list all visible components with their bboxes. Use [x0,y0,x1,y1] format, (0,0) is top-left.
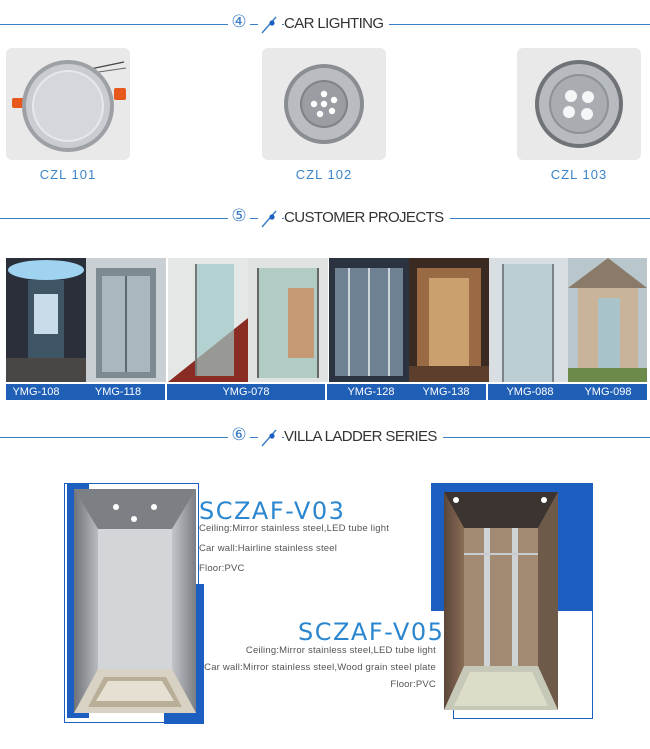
slash-dot-icon [258,207,282,231]
section-title: CAR LIGHTING [284,14,389,34]
section-title: VILLA LADDER SERIES [284,427,443,447]
project-label: YMG-138 [422,386,470,398]
light-image-czl103 [517,48,641,160]
project-label: YMG-078 [222,386,270,398]
slash-dot-icon [258,426,282,450]
light-image-czl102 [262,48,386,160]
section-number: ⑥ [228,424,250,446]
section-title: CUSTOMER PROJECTS [284,208,450,228]
project-label: YMG-098 [584,386,632,398]
section-number: ④ [228,11,250,33]
cabin-image-v05 [444,492,558,710]
light-label: CZL 103 [550,167,608,182]
project-label: YMG-128 [347,386,395,398]
project-photo-ymg138 [409,258,489,382]
spec-car-wall-v05: Car wall:Mirror stainless steel,Wood grain steel plate [204,662,436,673]
light-label: CZL 101 [39,167,97,182]
project-photo-ymg088 [489,258,568,382]
model-title-v05: SCZAF-V05 [298,618,445,646]
section-header-customer-projects [0,201,650,231]
light-item-czl103 [517,48,641,182]
light-label: CZL 102 [295,167,353,182]
light-image-czl101 [6,48,130,160]
project-gallery [6,258,647,400]
light-item-czl102 [262,48,386,182]
project-photo-ymg078b [248,258,328,382]
spec-ceiling-v05: Ceiling:Mirror stainless steel,LED tube light [245,645,436,656]
project-photo-ymg108 [6,258,86,382]
project-photo-ymg118 [86,258,166,382]
spec-floor-v03: Floor:PVC [199,563,245,574]
section-header-car-lighting [0,7,650,37]
section-header-villa-ladder [0,420,650,450]
project-label: YMG-108 [12,386,60,398]
spec-floor-v05: Floor:PVC [390,679,436,690]
cabin-image-v03 [74,489,196,713]
spec-ceiling-v03: Ceiling:Mirror stainless steel,LED tube light [199,523,390,534]
model-title-v03: SCZAF-V03 [199,497,346,525]
project-photo-ymg128 [329,258,409,382]
light-item-czl101 [6,48,130,182]
spec-car-wall-v03: Car wall:Hairline stainless steel [199,543,338,554]
project-photo-ymg078a [168,258,248,382]
slash-dot-icon [258,13,282,37]
project-photo-ymg098 [568,258,647,382]
project-label: YMG-118 [94,386,142,398]
project-label: YMG-088 [506,386,554,398]
section-number: ⑤ [228,205,250,227]
